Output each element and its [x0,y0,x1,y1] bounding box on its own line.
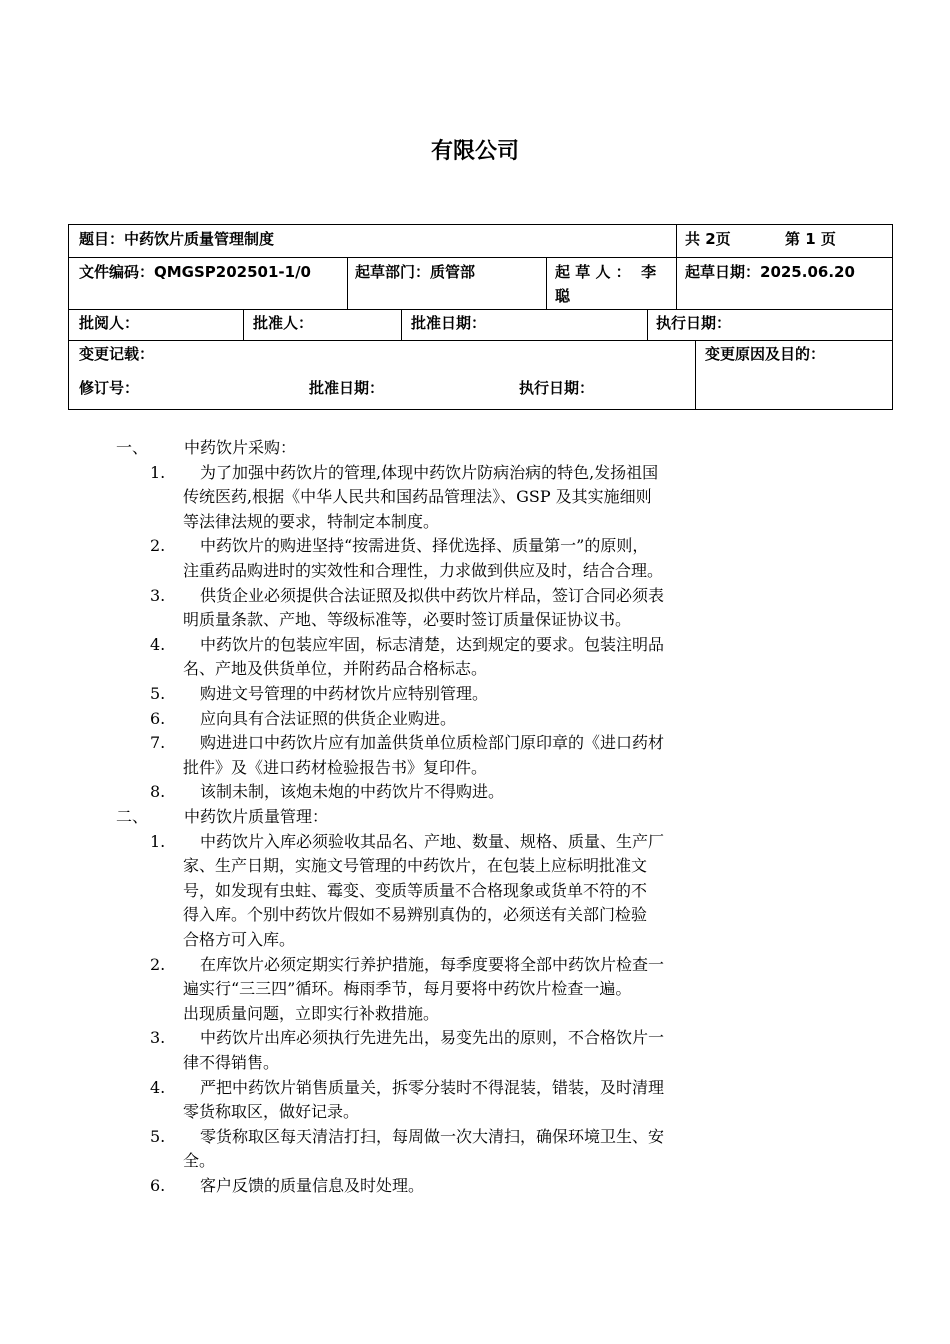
item-text-line: 遍实行“三三四”循环。梅雨季节，每月要将中药饮片检查一遍。 [183,979,632,999]
list-item [150,1174,855,1199]
document-header-table [68,224,893,410]
item-number: 4. [150,634,166,654]
col-divider [676,225,677,257]
item-text-line: 号，如发现有虫蛀、霉变、变质等质量不合格现象或货单不符的不 [183,880,648,900]
item-text-line: 严把中药饮片销售质量关，拆零分装时不得混装，错装，及时清理 [200,1077,665,1097]
item-text-line: 合格方可入库。 [183,929,296,949]
list-item [150,461,855,535]
item-text-line: 在库饮片必须定期实行养护措施，每季度要将全部中药饮片检查一 [200,954,665,974]
item-text-line: 注重药品购进时的实效性和合理性，力求做到供应及时，结合合理。 [183,560,664,580]
drafter-name-cont: 聪 [555,287,571,305]
reviewer: 批阅人： [79,314,140,332]
section-title: 中药饮片质量管理： [184,807,329,826]
total-pages: 共 2页 [685,230,731,248]
item-number: 6. [150,1176,166,1195]
section-number: 一、 [116,438,149,457]
item-text-line: 出现质量问题，立即实行补救措施。 [183,1003,440,1023]
col-divider [695,340,696,410]
item-text-line: 中药饮片的包装应牢固，标志清楚，达到规定的要求。包装注明品 [200,634,665,654]
item-number: 6. [150,708,166,728]
item-text-line: 批件》及《进口药材检验报告书》复印件。 [183,757,488,777]
draft-dept: 起草部门：质管部 [355,263,476,281]
list-item [150,1125,855,1174]
revision-no: 修订号： [79,379,140,397]
list-item [150,534,855,583]
item-text-line: 零货称取区每天清洁打扫，每周做一次大清扫，确保环境卫生、安 [200,1126,665,1146]
item-text-line: 购进进口中药饮片应有加盖供货单位质检部门原印章的《进口药材 [200,733,665,753]
item-text-line: 中药饮片入库必须验收其品名、产地、数量、规格、质量、生产厂 [200,831,665,851]
item-number: 4. [150,1077,166,1097]
approve-date: 批准日期： [411,314,487,332]
item-number: 8. [150,782,166,802]
item-number: 1. [150,462,166,482]
item-number: 1. [150,831,166,851]
item-text-line: 购进文号管理的中药材饮片应特别管理。 [200,684,489,703]
item-text-line: 明质量条款、产地、等级标准等，必要时签订质量保证协议书。 [183,610,632,630]
item-text-line: 全。 [183,1151,216,1171]
approver: 批准人： [253,314,314,332]
company-name: 有限公司 [430,139,519,164]
doc-title: 题目：中药饮片质量管理制度 [79,230,275,248]
item-text-line: 客户反馈的质量信息及时处理。 [200,1176,425,1195]
list-item [150,1076,855,1125]
item-number: 5. [150,684,166,703]
item-text-line: 得入库。个别中药饮片假如不易辨别真伪的，必须送有关部门检验 [183,905,648,925]
item-number: 3. [150,1028,166,1048]
list-item [150,707,855,732]
row-divider [69,340,892,341]
item-number: 5. [150,1126,166,1146]
item-text-line: 供货企业必须提供合法证照及拟供中药饮片样品，签订合同必须表 [200,585,665,605]
item-number: 2. [150,954,166,974]
section-number: 二、 [116,807,149,826]
item-text-line: 等法律法规的要求，特制定本制度。 [183,511,440,531]
item-text-line: 为了加强中药饮片的管理,体现中药饮片防病治病的特色,发扬祖国 [200,462,659,482]
section-heading [116,805,816,830]
row-divider [69,309,892,310]
col-divider [647,309,648,340]
item-text-line: 应向具有合法证照的供货企业购进。 [200,708,457,728]
change-record: 变更记载： [79,345,155,363]
drafter: 起 草 人 ： 李 [555,263,657,281]
list-item [150,830,855,953]
item-text-line: 中药饮片出库必须执行先进先出，易变先出的原则，不合格饮片一 [200,1028,665,1048]
list-item [150,682,855,707]
col-divider [546,257,547,309]
item-text-line: 名、产地及供货单位，并附药品合格标志。 [183,659,488,679]
exec-date: 执行日期： [656,314,732,332]
section-heading [116,436,816,461]
col-divider [347,257,348,309]
col-divider [401,309,402,340]
list-item [150,584,855,633]
list-item [150,1026,855,1075]
item-text-line: 家、生产日期，实施文号管理的中药饮片，在包装上应标明批准文 [183,856,648,876]
draft-date: 起草日期：2025.06.20 [685,263,855,281]
item-number: 7. [150,733,166,753]
change-reason: 变更原因及目的： [705,345,826,363]
section-title: 中药饮片采购： [184,438,297,457]
item-text-line: 传统医药,根据《中华人民共和国药品管理法》、GSP 及其实施细则 [183,487,652,507]
item-number: 2. [150,536,166,556]
page-number: 第 1 页 [785,230,836,248]
col-divider [676,257,677,309]
doc-code: 文件编码：QMGSP202501-1/0 [79,263,311,281]
revision-exec-date: 执行日期： [519,379,595,397]
item-number: 3. [150,585,166,605]
item-text-line: 零货称取区，做好记录。 [183,1102,360,1122]
list-item [150,731,855,780]
list-item [150,633,855,682]
item-text-line: 律不得销售。 [183,1052,280,1072]
list-item [150,953,855,1027]
item-text-line: 中药饮片的购进坚持“按需进货、择优选择、质量第一”的原则， [200,536,649,556]
list-item [150,780,855,805]
row-divider [69,257,892,258]
item-text-line: 该制未制，该炮未炮的中药饮片不得购进。 [200,782,505,802]
col-divider [243,309,244,340]
revision-approve-date: 批准日期： [309,379,385,397]
